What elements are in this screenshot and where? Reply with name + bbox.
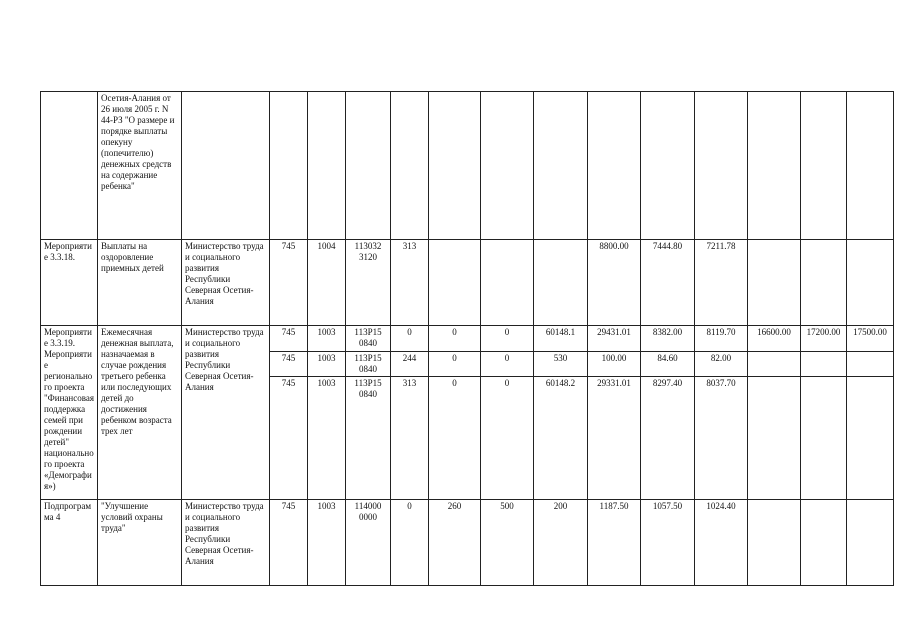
- cell: 82.00: [695, 352, 748, 377]
- cell: [748, 240, 801, 326]
- cell: [801, 92, 847, 240]
- cell: 100.00: [588, 352, 641, 377]
- cell: [588, 92, 641, 240]
- cell: [429, 92, 481, 240]
- cell: 745: [270, 352, 308, 377]
- cell: "Улучшение условий охраны труда": [98, 500, 182, 586]
- cell: 0: [481, 377, 534, 500]
- cell: [801, 377, 847, 500]
- cell: [641, 92, 695, 240]
- cell: 0: [391, 500, 429, 586]
- cell: [748, 92, 801, 240]
- cell: 8382.00: [641, 326, 695, 352]
- cell: [847, 500, 894, 586]
- cell: [182, 92, 270, 240]
- cell: Министерство труда и социального развития Республики Северная Осетия-Алания: [182, 240, 270, 326]
- cell: 8800.00: [588, 240, 641, 326]
- cell: 29331.01: [588, 377, 641, 500]
- cell: 60148.1: [534, 326, 588, 352]
- cell: 1187.50: [588, 500, 641, 586]
- cell: 17200.00: [801, 326, 847, 352]
- cell: [847, 352, 894, 377]
- cell: [481, 240, 534, 326]
- cell: 7211.78: [695, 240, 748, 326]
- cell: [481, 92, 534, 240]
- cell: 0: [481, 352, 534, 377]
- cell: Осетия-Алания от 26 июля 2005 г. N 44-РЗ "О размере и порядке выплаты опекуну (попечителю) денежных средств на содержание ребенка": [98, 92, 182, 240]
- cell: [41, 92, 98, 240]
- table-row: [41, 326, 894, 352]
- cell: 0: [391, 326, 429, 352]
- cell: 260: [429, 500, 481, 586]
- cell: 200: [534, 500, 588, 586]
- cell: Ежемесячная денежная выплата, назначаемая в случае рождения третьего ребенка или последующих детей до достижения ребенком возраста трех лет: [98, 326, 182, 500]
- cell: [308, 92, 346, 240]
- cell: Министерство труда и социального развития Республики Северная Осетия-Алания: [182, 326, 270, 500]
- cell: 84.60: [641, 352, 695, 377]
- cell: 17500.00: [847, 326, 894, 352]
- cell: 0: [481, 326, 534, 352]
- budget-table: [40, 91, 894, 586]
- cell: [748, 377, 801, 500]
- cell: 113032 3120: [346, 240, 391, 326]
- cell: 29431.01: [588, 326, 641, 352]
- table-row: [41, 240, 894, 326]
- cell: 1057.50: [641, 500, 695, 586]
- cell: [534, 92, 588, 240]
- cell: 113P15 0840: [346, 352, 391, 377]
- cell: [695, 92, 748, 240]
- cell: [429, 240, 481, 326]
- cell: Министерство труда и социального развития Республики Северная Осетия-Алания: [182, 500, 270, 586]
- cell: 244: [391, 352, 429, 377]
- cell: 0: [429, 326, 481, 352]
- cell: [534, 240, 588, 326]
- cell: 8297.40: [641, 377, 695, 500]
- cell: [270, 92, 308, 240]
- cell: 745: [270, 500, 308, 586]
- cell: 530: [534, 352, 588, 377]
- cell: 60148.2: [534, 377, 588, 500]
- cell: [801, 352, 847, 377]
- cell: 313: [391, 377, 429, 500]
- cell: 0: [429, 352, 481, 377]
- cell: 500: [481, 500, 534, 586]
- cell: 1003: [308, 377, 346, 500]
- cell: Мероприятие 3.3.19. Мероприятие регионального проекта "Финансовая поддержка семей при рождении детей" национального проекта «Демография»): [41, 326, 98, 500]
- cell: Мероприятие 3.3.18.: [41, 240, 98, 326]
- cell: 113P15 0840: [346, 377, 391, 500]
- cell: Выплаты на оздоровление приемных детей: [98, 240, 182, 326]
- cell: 113P15 0840: [346, 326, 391, 352]
- cell: Подпрограмма 4: [41, 500, 98, 586]
- cell: [847, 92, 894, 240]
- cell: 745: [270, 240, 308, 326]
- cell: [847, 377, 894, 500]
- cell: 745: [270, 377, 308, 500]
- cell: [801, 240, 847, 326]
- cell: 1004: [308, 240, 346, 326]
- cell: 1003: [308, 326, 346, 352]
- cell: [748, 352, 801, 377]
- cell: [847, 240, 894, 326]
- cell: 7444.80: [641, 240, 695, 326]
- cell: 114000 0000: [346, 500, 391, 586]
- cell: 1003: [308, 352, 346, 377]
- cell: 1024.40: [695, 500, 748, 586]
- cell: [391, 92, 429, 240]
- cell: 8037.70: [695, 377, 748, 500]
- cell: 745: [270, 326, 308, 352]
- cell: 8119.70: [695, 326, 748, 352]
- cell: 313: [391, 240, 429, 326]
- cell: [748, 500, 801, 586]
- cell: 0: [429, 377, 481, 500]
- cell: [346, 92, 391, 240]
- cell: 16600.00: [748, 326, 801, 352]
- table-row: [41, 500, 894, 586]
- cell: [801, 500, 847, 586]
- cell: 1003: [308, 500, 346, 586]
- table-row: [41, 92, 894, 240]
